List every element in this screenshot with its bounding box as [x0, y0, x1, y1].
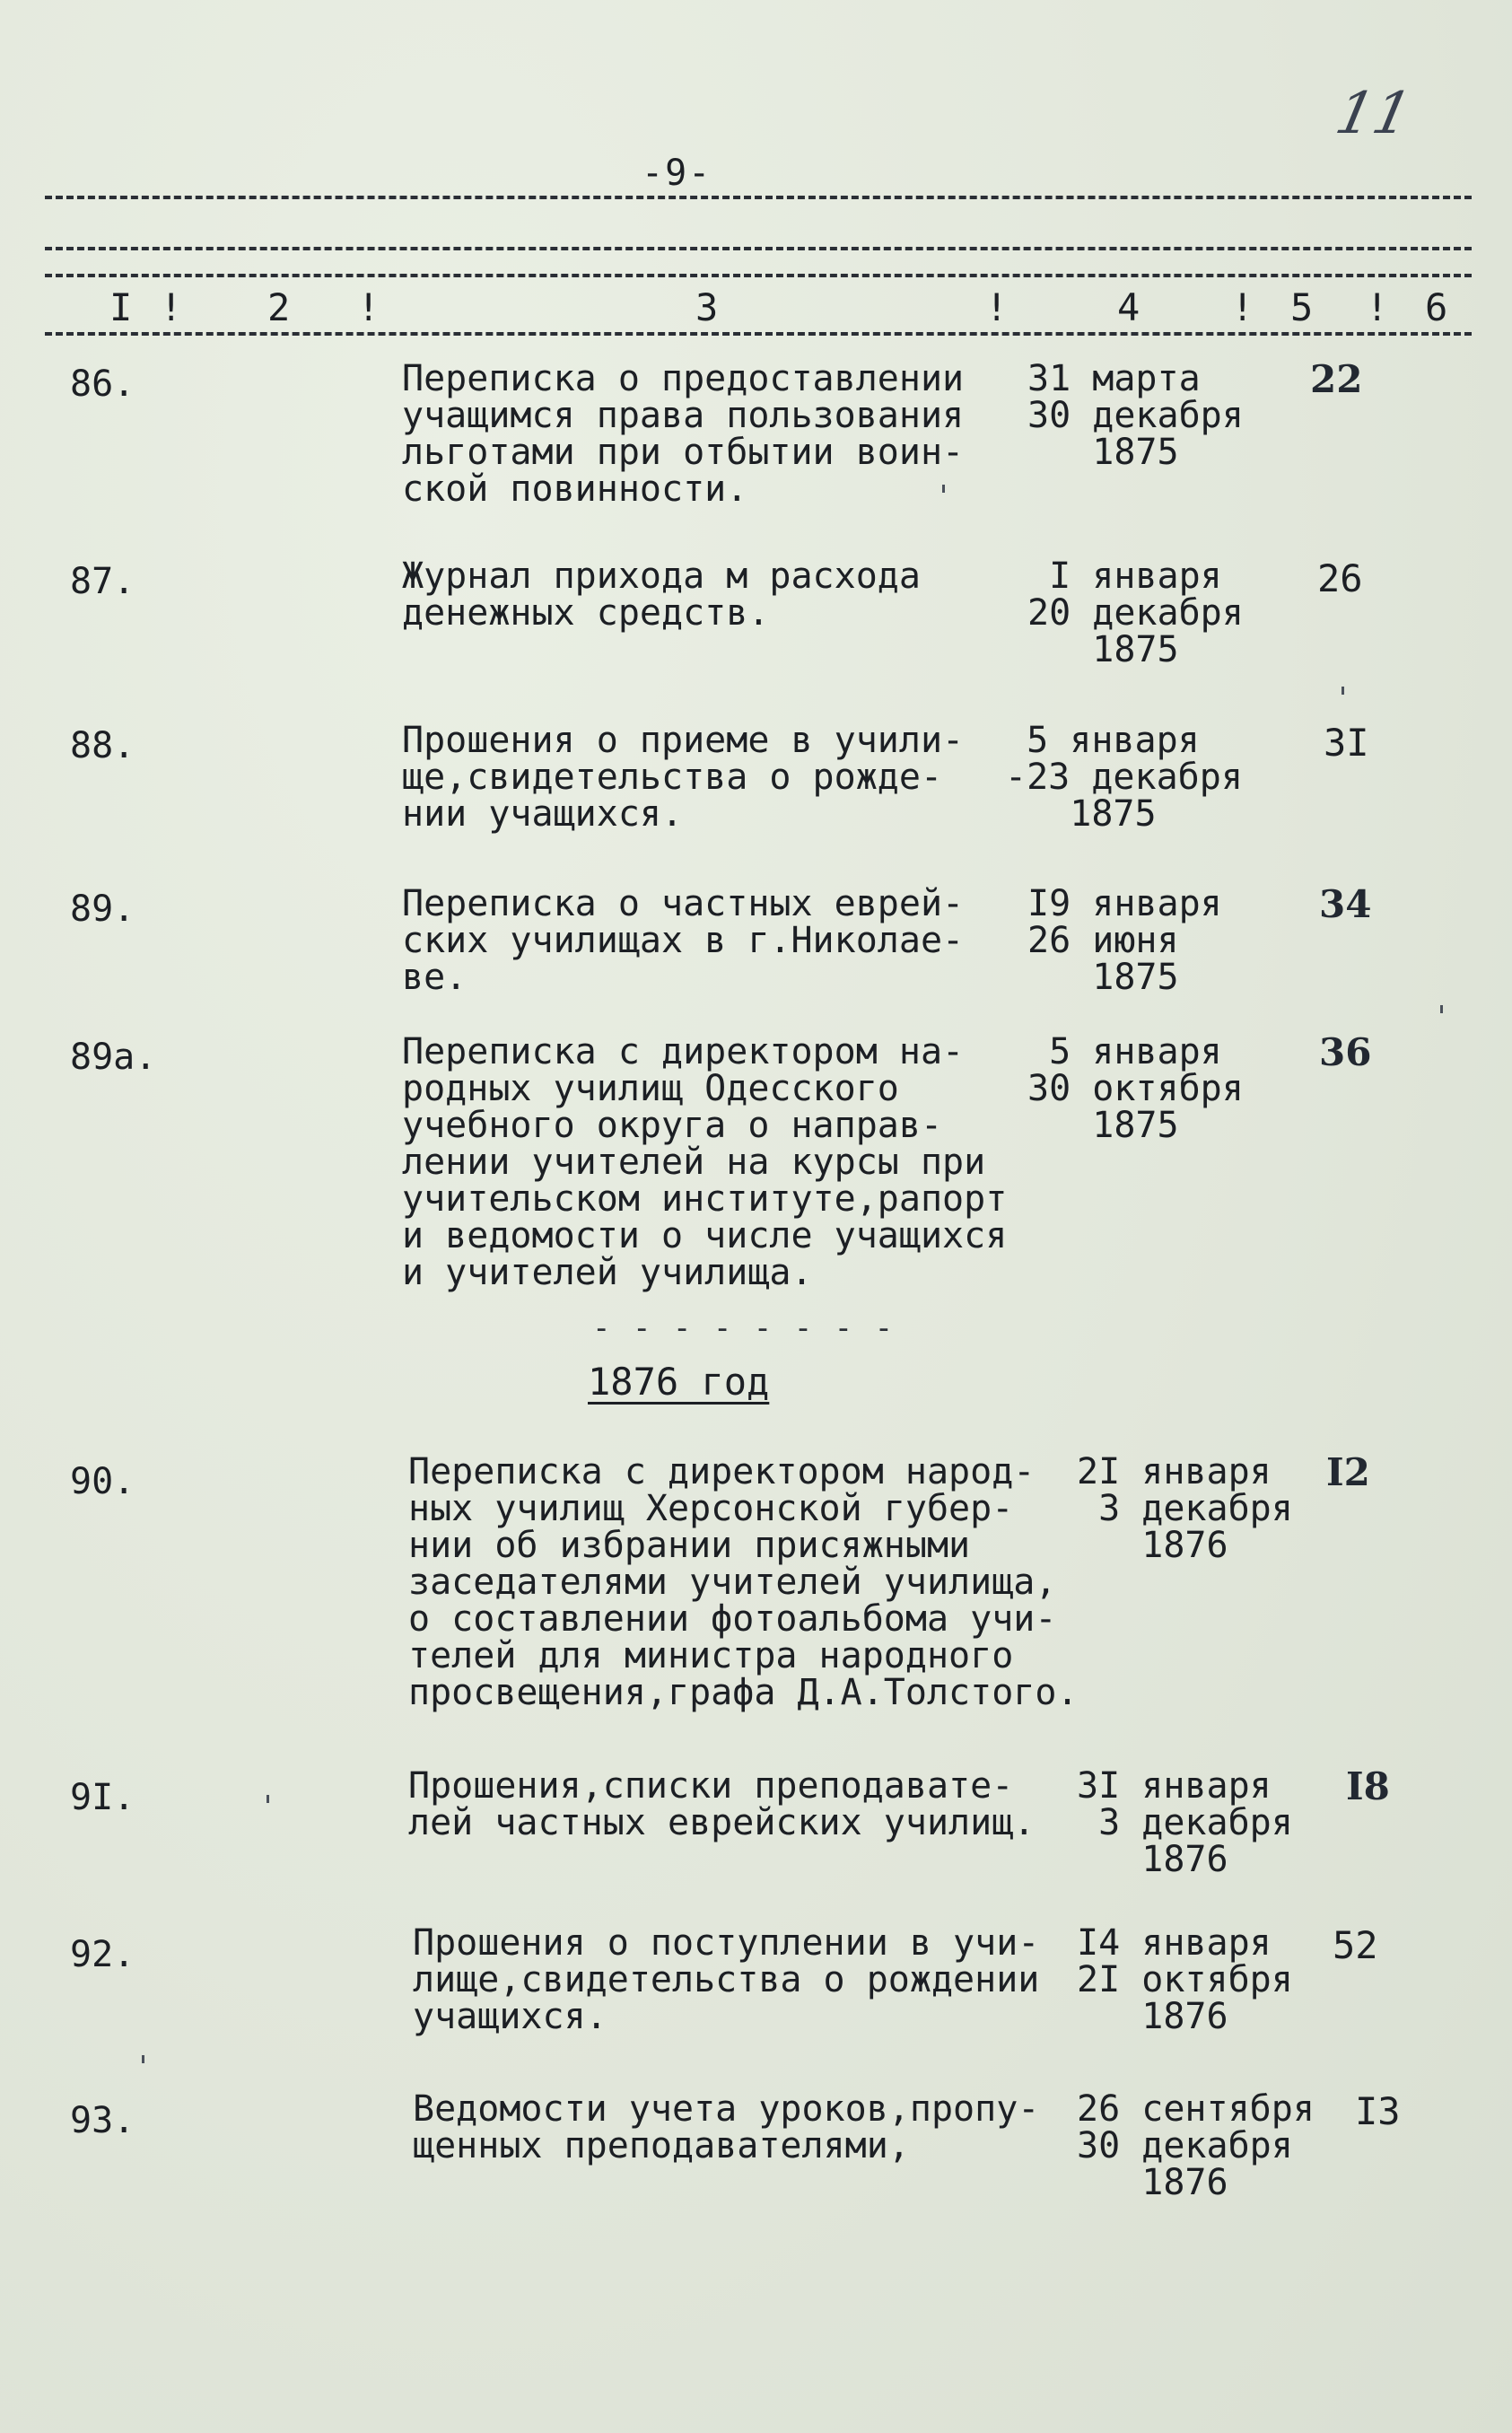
entry-sheet-count: 34: [1319, 882, 1372, 926]
column-divider: !: [1366, 285, 1389, 329]
page-number: -9-: [642, 153, 712, 194]
entry-sheet-count: 22: [1310, 357, 1363, 401]
column-header-2: 2: [267, 285, 291, 329]
paper-speck: [142, 2055, 144, 2063]
column-header-3: 3: [695, 285, 719, 329]
dashed-rule: [45, 332, 1472, 336]
entry-number: 92.: [70, 1934, 135, 1975]
column-divider: !: [985, 285, 1009, 329]
entry-dates: 5 января 30 октября 1875: [1027, 1031, 1244, 1146]
entry-description: Переписка с директором народ- ных училищ Херсонской губер- нии об избрании присяжными заседателями учителей училища, о составлении фотоальбома учи- телей для министра народного просвещения,графа Д.А.Толстого.: [408, 1451, 1079, 1713]
dashed-rule: [45, 196, 1472, 199]
column-header-6: 6: [1425, 285, 1448, 329]
entry-description: Прошения о приеме в учили- ще,свидетельства о рожде- нии учащихся.: [402, 720, 965, 835]
column-divider: !: [160, 285, 183, 329]
entry-number: 9I.: [70, 1777, 135, 1818]
entry-description: Прошения,списки преподавате- лей частных еврейских училищ.: [408, 1765, 1036, 1843]
dashed-rule: [45, 274, 1472, 277]
entry-sheet-count: 52: [1333, 1923, 1378, 1967]
section-separator: - - - - - - - -: [592, 1310, 896, 1346]
entry-sheet-count: I3: [1355, 2089, 1401, 2133]
dashed-rule: [45, 247, 1472, 250]
entry-description: Журнал прихода м расхода денежных средств.: [402, 556, 921, 634]
entry-dates: I января 20 декабря 1875: [1027, 556, 1244, 670]
entry-number: 93.: [70, 2100, 135, 2141]
column-divider: !: [357, 285, 380, 329]
entry-number: 87.: [70, 561, 135, 602]
paper-speck: [942, 485, 945, 493]
entry-number: 88.: [70, 725, 135, 766]
entry-number: 89а.: [70, 1037, 157, 1078]
paper-speck: [1342, 687, 1344, 695]
entry-number: 86.: [70, 363, 135, 405]
entry-sheet-count: I2: [1326, 1450, 1370, 1494]
entry-description: Прошения о поступлении в учи- лище,свидетельства о рождении учащихся.: [413, 1922, 1040, 2037]
entry-sheet-count: 3I: [1324, 721, 1369, 765]
entry-dates: 5 января -23 декабря 1875: [1005, 720, 1243, 835]
entry-dates: 31 марта 30 декабря 1875: [1027, 358, 1244, 473]
entry-number: 90.: [70, 1461, 135, 1502]
entry-number: 89.: [70, 888, 135, 930]
entry-sheet-count: 36: [1319, 1030, 1372, 1074]
folio-number: 11: [1330, 81, 1418, 147]
column-header-4: 4: [1117, 285, 1141, 329]
column-header-5: 5: [1290, 285, 1314, 329]
entry-dates: I4 января 2I октября 1876: [1077, 1922, 1293, 2037]
entry-description: Переписка о частных еврей- ских училищах в г.Николае- ве.: [402, 883, 965, 998]
entry-dates: 26 сентября 30 декабря 1876: [1077, 2088, 1315, 2203]
entry-description: Ведомости учета уроков,пропу- щенных преподавателями,: [413, 2088, 1040, 2166]
paper-speck: [1440, 1005, 1443, 1013]
entry-sheet-count: I8: [1346, 1764, 1390, 1808]
entry-description: Переписка о предоставлении учащимся права пользования льготами при отбытии воин- ской повинности.: [402, 358, 965, 510]
entry-dates: 3I января 3 декабря 1876: [1077, 1765, 1293, 1880]
entry-description: Переписка с директором на- родных училищ Одесского учебного округа о направ- лении учителей на курсы при учительском институте,рапорт и ведомости о числе учащихся и учителей училища.: [402, 1031, 1008, 1293]
entry-sheet-count: 26: [1317, 556, 1363, 600]
column-header-1: I: [109, 285, 133, 329]
entry-dates: I9 января 26 июня 1875: [1027, 883, 1222, 998]
year-heading: 1876 год: [588, 1360, 770, 1404]
paper-speck: [267, 1795, 269, 1803]
column-divider: !: [1231, 285, 1254, 329]
entry-dates: 2I января 3 декабря 1876: [1077, 1451, 1293, 1566]
